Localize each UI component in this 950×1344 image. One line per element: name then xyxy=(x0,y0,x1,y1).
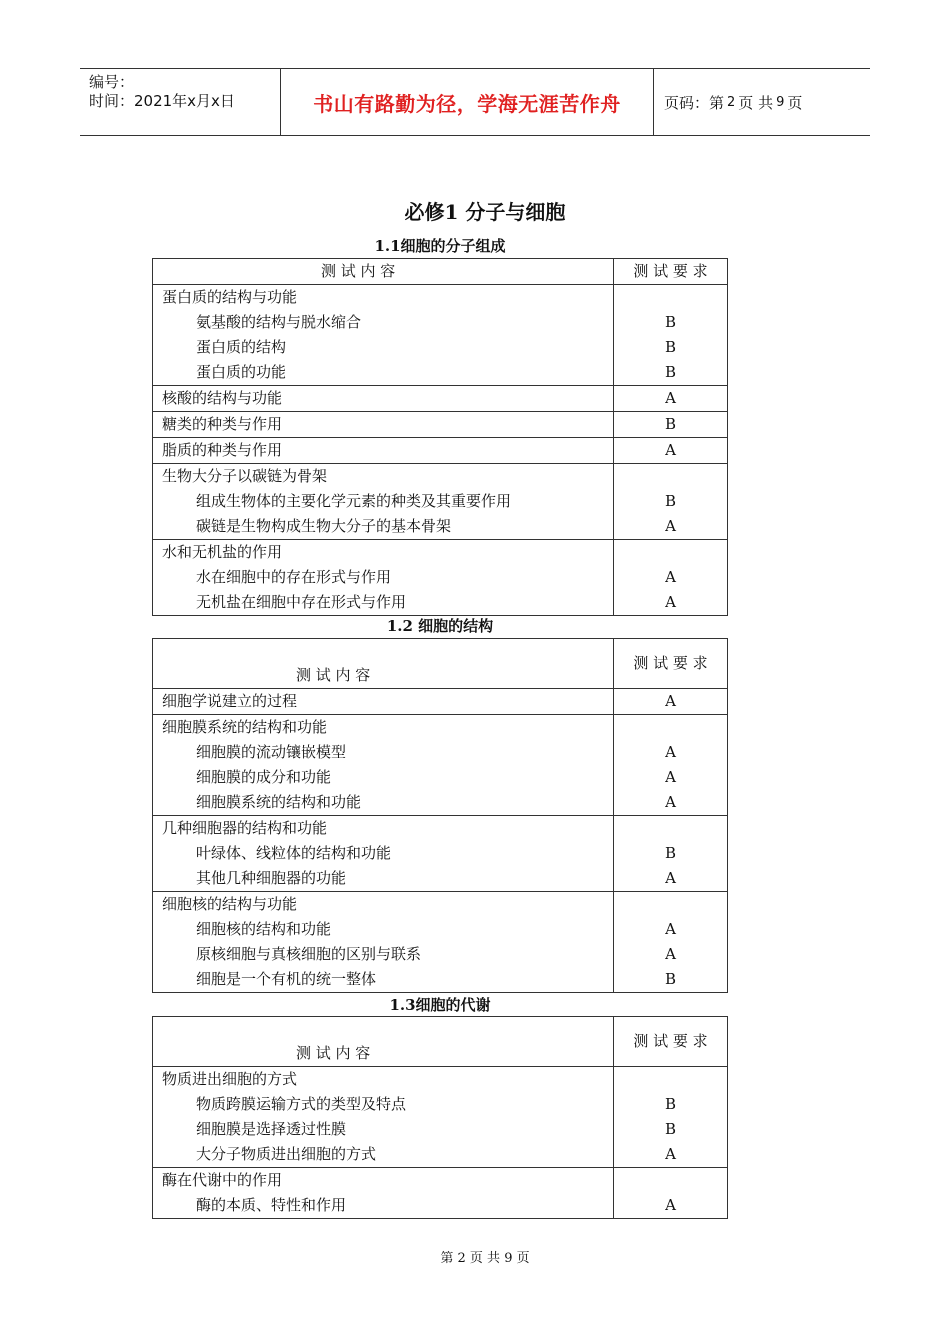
group-grade: A xyxy=(665,389,676,407)
item-label: 其他几种细胞器的功能 xyxy=(196,869,347,887)
page-prefix: 页码：第 xyxy=(664,93,725,112)
header-meta xyxy=(80,69,281,135)
group-grade: A xyxy=(665,441,676,459)
item-grade: A xyxy=(665,517,676,535)
item-label: 细胞膜的流动镶嵌模型 xyxy=(196,743,347,761)
group-heading: 酶在代谢中的作用 xyxy=(162,1171,283,1189)
item-grade: B xyxy=(664,844,677,862)
item-grade: B xyxy=(664,363,677,381)
section-title: 1.1细胞的分子组成 xyxy=(374,237,506,255)
page-current: 2 xyxy=(727,94,736,110)
item-label: 原核细胞与真核细胞的区别与联系 xyxy=(196,945,422,963)
table-row xyxy=(153,464,728,540)
item-label: 组成生物体的主要化学元素的种类及其重要作用 xyxy=(196,492,512,510)
group-heading: 水和无机盐的作用 xyxy=(162,543,283,561)
table-header-row xyxy=(153,1017,728,1067)
item-grade: A xyxy=(665,1145,676,1163)
item-label: 细胞核的结构和功能 xyxy=(196,920,332,938)
table-row xyxy=(153,816,728,892)
requirement-column-header: 测 试 要 求 xyxy=(633,1032,708,1050)
content-column-header: 测 试 内 容 xyxy=(296,1044,371,1062)
page-footer: 第 2 页 共 9 页 xyxy=(440,1251,530,1266)
table-row xyxy=(153,1067,728,1168)
item-grade: A xyxy=(665,768,676,786)
item-label: 细胞膜的成分和功能 xyxy=(196,768,332,786)
table-row xyxy=(153,689,728,715)
requirements-table xyxy=(152,638,728,993)
table-row xyxy=(153,438,728,464)
item-label: 无机盐在细胞中存在形式与作用 xyxy=(196,593,407,611)
requirement-column-header: 测 试 要 求 xyxy=(633,262,708,280)
page-header xyxy=(80,68,870,136)
page-title: 必修1 分子与细胞 xyxy=(404,200,566,224)
table-row xyxy=(153,715,728,816)
table-header-row xyxy=(153,259,728,285)
item-label: 细胞膜系统的结构和功能 xyxy=(196,793,362,811)
item-grade: B xyxy=(664,492,677,510)
group-heading: 细胞核的结构与功能 xyxy=(162,895,298,913)
section-title: 1.3细胞的代谢 xyxy=(389,996,491,1014)
requirement-column-header: 测 试 要 求 xyxy=(633,654,708,672)
page-suffix: 页 xyxy=(787,93,803,112)
item-grade: A xyxy=(665,793,676,811)
item-grade: B xyxy=(664,313,677,331)
table-header-row xyxy=(153,639,728,689)
group-grade: A xyxy=(665,692,676,710)
item-label: 酶的本质、特性和作用 xyxy=(196,1196,347,1214)
content-column-header: 测 试 内 容 xyxy=(321,262,396,280)
time-label: 时间：2021年x月x日 xyxy=(89,92,235,110)
item-grade: B xyxy=(664,338,677,356)
item-grade: B xyxy=(664,970,677,988)
page-total: 9 xyxy=(776,94,785,110)
item-grade: B xyxy=(664,1095,677,1113)
code-label: 编号： xyxy=(89,73,135,91)
header-page-info xyxy=(654,69,870,135)
group-heading: 生物大分子以碳链为骨架 xyxy=(162,467,328,485)
item-grade: B xyxy=(664,1120,677,1138)
section-title: 1.2 细胞的结构 xyxy=(386,617,494,635)
item-label: 细胞膜是选择透过性膜 xyxy=(196,1120,347,1138)
item-label: 叶绿体、线粒体的结构和功能 xyxy=(196,844,392,862)
page-mid: 页 共 xyxy=(738,93,774,112)
group-heading: 几种细胞器的结构和功能 xyxy=(162,819,328,837)
group-heading: 蛋白质的结构与功能 xyxy=(162,288,298,306)
table-row xyxy=(153,285,728,386)
item-label: 物质跨膜运输方式的类型及特点 xyxy=(196,1095,407,1113)
item-grade: A xyxy=(665,743,676,761)
item-label: 碳链是生物构成生物大分子的基本骨架 xyxy=(196,517,452,535)
item-label: 蛋白质的结构 xyxy=(196,338,287,356)
item-label: 水在细胞中的存在形式与作用 xyxy=(196,568,392,586)
item-grade: A xyxy=(665,869,676,887)
requirements-table xyxy=(152,1016,728,1219)
item-grade: A xyxy=(665,1196,676,1214)
item-grade: A xyxy=(665,593,676,611)
item-grade: A xyxy=(665,920,676,938)
group-heading: 细胞膜系统的结构和功能 xyxy=(162,718,328,736)
group-heading: 糖类的种类与作用 xyxy=(162,415,283,433)
item-label: 细胞是一个有机的统一整体 xyxy=(196,970,377,988)
item-grade: A xyxy=(665,945,676,963)
content-column-header: 测 试 内 容 xyxy=(296,666,371,684)
group-heading: 核酸的结构与功能 xyxy=(162,389,283,407)
table-row xyxy=(153,386,728,412)
group-heading: 物质进出细胞的方式 xyxy=(162,1070,298,1088)
table-row xyxy=(153,1168,728,1219)
group-grade: B xyxy=(664,415,677,433)
table-row xyxy=(153,892,728,993)
item-label: 蛋白质的功能 xyxy=(196,363,287,381)
group-heading: 脂质的种类与作用 xyxy=(162,441,283,459)
requirements-table xyxy=(152,258,728,616)
group-heading: 细胞学说建立的过程 xyxy=(162,692,298,710)
item-label: 大分子物质进出细胞的方式 xyxy=(196,1145,377,1163)
item-label: 氨基酸的结构与脱水缩合 xyxy=(196,313,362,331)
table-row xyxy=(153,540,728,616)
table-row xyxy=(153,412,728,438)
item-grade: A xyxy=(665,568,676,586)
header-motto: 书山有路勤为径，学海无涯苦作舟 xyxy=(281,69,654,135)
